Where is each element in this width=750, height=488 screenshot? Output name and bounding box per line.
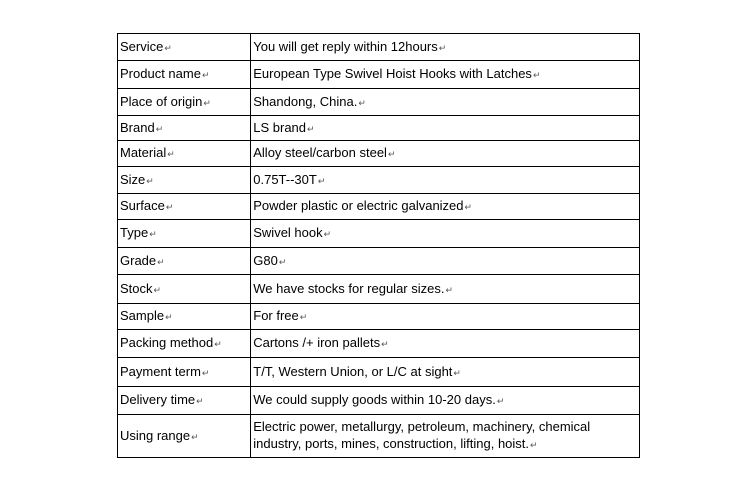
row-label: Sample↵ [118, 304, 251, 330]
return-mark-icon: ↵ [464, 202, 473, 212]
row-value: Powder plastic or electric galvanized↵ [251, 194, 640, 220]
table-row [118, 415, 640, 458]
row-label: Size↵ [118, 167, 251, 194]
return-mark-icon: ↵ [453, 367, 461, 378]
return-mark-icon: ↵ [214, 339, 222, 349]
return-mark-icon: ↵ [496, 396, 505, 406]
row-value: We have stocks for regular sizes.↵ [251, 275, 640, 304]
return-mark-icon: ↵ [278, 256, 287, 267]
row-value: LS brand↵ [251, 116, 640, 141]
row-value: Alloy steel/carbon steel↵ [251, 141, 640, 167]
row-label: Delivery time↵ [118, 387, 251, 415]
return-mark-icon: ↵ [165, 202, 174, 212]
return-mark-icon: ↵ [323, 229, 332, 239]
product-spec-table [117, 33, 640, 458]
return-mark-icon: ↵ [299, 312, 308, 322]
table-row [118, 89, 640, 116]
return-mark-icon: ↵ [201, 367, 210, 378]
row-label: Grade↵ [118, 248, 251, 275]
row-value: European Type Swivel Hoist Hooks with Latches↵ [251, 61, 640, 89]
row-value: We could supply goods within 10-20 days.↵ [251, 387, 640, 415]
table-row [118, 387, 640, 415]
row-value: 0.75T--30T↵ [251, 167, 640, 194]
return-mark-icon: ↵ [307, 123, 315, 134]
return-mark-icon: ↵ [532, 70, 541, 80]
row-value: Electric power, metallurgy, petroleum, machinery, chemical industry, ports, mines, construction, lifting, hoist.↵ [251, 415, 640, 458]
row-value: You will get reply within 12hours↵ [251, 34, 640, 61]
table-row [118, 304, 640, 330]
return-mark-icon: ↵ [317, 175, 326, 186]
table-row [118, 34, 640, 61]
table-row [118, 248, 640, 275]
row-label: Type↵ [118, 220, 251, 248]
row-label: Payment term↵ [118, 358, 251, 387]
row-label: Using range↵ [118, 415, 251, 458]
table-row [118, 116, 640, 141]
table-row [118, 275, 640, 304]
return-mark-icon: ↵ [203, 97, 211, 108]
return-mark-icon: ↵ [358, 97, 366, 108]
row-label: Packing method↵ [118, 330, 251, 358]
row-label: Place of origin↵ [118, 89, 251, 116]
return-mark-icon: ↵ [445, 284, 454, 295]
row-label: Surface↵ [118, 194, 251, 220]
row-label: Stock↵ [118, 275, 251, 304]
row-label: Service↵ [118, 34, 251, 61]
return-mark-icon: ↵ [191, 431, 199, 442]
return-mark-icon: ↵ [196, 396, 204, 406]
row-label: Product name↵ [118, 61, 251, 89]
table-row [118, 194, 640, 220]
row-label: Brand↵ [118, 116, 251, 141]
row-value: G80↵ [251, 248, 640, 275]
return-mark-icon: ↵ [149, 229, 157, 239]
table-row [118, 358, 640, 387]
table-row [118, 220, 640, 248]
table-row [118, 61, 640, 89]
table-row [118, 167, 640, 194]
return-mark-icon: ↵ [157, 256, 165, 267]
return-mark-icon: ↵ [201, 70, 210, 80]
return-mark-icon: ↵ [167, 149, 175, 159]
return-mark-icon: ↵ [155, 123, 164, 134]
return-mark-icon: ↵ [165, 312, 173, 322]
return-mark-icon: ↵ [146, 175, 154, 186]
table-row [118, 330, 640, 358]
return-mark-icon: ↵ [153, 284, 162, 295]
return-mark-icon: ↵ [530, 440, 538, 450]
row-value: Shandong, China.↵ [251, 89, 640, 116]
row-value: For free↵ [251, 304, 640, 330]
return-mark-icon: ↵ [164, 42, 172, 53]
table-row [118, 141, 640, 167]
return-mark-icon: ↵ [438, 42, 447, 53]
row-value: Cartons /+ iron pallets↵ [251, 330, 640, 358]
row-label: Material↵ [118, 141, 251, 167]
return-mark-icon: ↵ [381, 339, 389, 349]
return-mark-icon: ↵ [387, 149, 396, 159]
row-value: T/T, Western Union, or L/C at sight↵ [251, 358, 640, 387]
row-value: Swivel hook↵ [251, 220, 640, 248]
